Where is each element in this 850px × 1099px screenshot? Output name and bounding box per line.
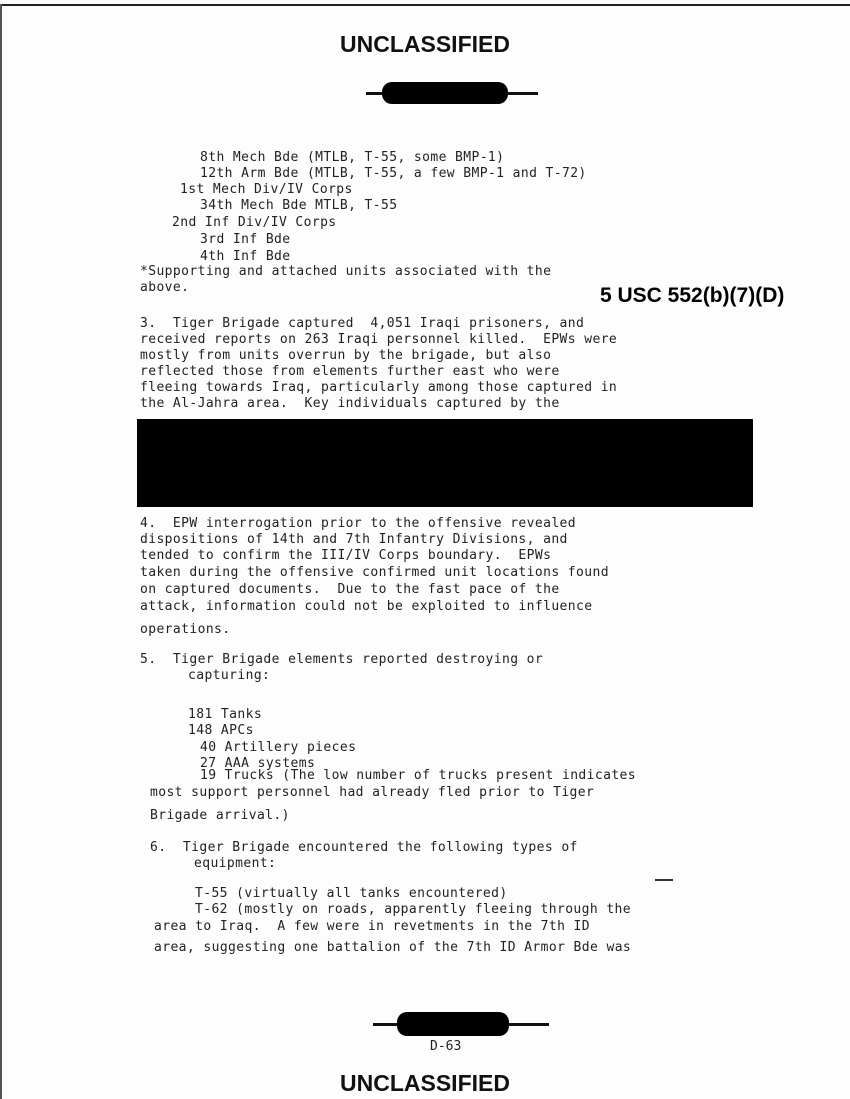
para5-item: 148 APCs (188, 723, 254, 738)
para5-line: capturing: (188, 668, 271, 683)
margin-dash (655, 879, 673, 881)
para4-line: dispositions of 14th and 7th Infantry Divisions, and (140, 532, 568, 547)
para4-line: taken during the offensive confirmed unit locations found (140, 565, 609, 580)
para5-line: 5. Tiger Brigade elements reported destroying or (140, 652, 544, 667)
para3-line: mostly from units overrun by the brigade, but also (140, 348, 552, 363)
foia-exemption-stamp: 5 USC 552(b)(7)(D) (600, 284, 785, 307)
para6-line: area, suggesting one battalion of the 7th ID Armor Bde was (154, 940, 632, 955)
unit-line: 2nd Inf Div/IV Corps (172, 215, 337, 230)
footer-redaction-blot (397, 1012, 509, 1036)
unit-line: 34th Mech Bde MTLB, T-55 (200, 198, 398, 213)
unit-line: 12th Arm Bde (MTLB, T-55, a few BMP-1 and T-72) (200, 166, 587, 181)
para3-line: 3. Tiger Brigade captured 4,051 Iraqi prisoners, and (140, 316, 585, 331)
para6-line: T-62 (mostly on roads, apparently fleeing through the (195, 902, 632, 917)
para5-line: most support personnel had already fled prior to Tiger (150, 785, 595, 800)
para4-line: 4. EPW interrogation prior to the offensive revealed (140, 516, 577, 531)
supporting-note: *Supporting and attached units associated with the (140, 264, 552, 279)
unit-line: 8th Mech Bde (MTLB, T-55, some BMP-1) (200, 150, 505, 165)
para6-line: area to Iraq. A few were in revetments in the 7th ID (154, 919, 591, 934)
left-border-line (0, 4, 2, 1099)
unit-line: 4th Inf Bde (200, 249, 291, 264)
footer-classification: UNCLASSIFIED (340, 1070, 510, 1096)
para5-item: 181 Tanks (188, 707, 263, 722)
para4-line: operations. (140, 622, 231, 637)
para3-line: the Al-Jahra area. Key individuals captured by the (140, 396, 560, 411)
para3-line: fleeing towards Iraq, particularly among those captured in (140, 380, 618, 395)
para3-line: received reports on 263 Iraqi personnel killed. EPWs were (140, 332, 618, 347)
para5-item: 27 AAA systems (200, 756, 316, 771)
para6-line: equipment: (194, 856, 277, 871)
page-number: D-63 (430, 1039, 462, 1054)
para5-item: 40 Artillery pieces (200, 740, 357, 755)
para4-line: tended to confirm the III/IV Corps boundary. EPWs (140, 548, 552, 563)
header-classification: UNCLASSIFIED (340, 31, 510, 57)
para5-item: 19 Trucks (The low number of trucks present indicates (200, 768, 637, 783)
unit-line: 3rd Inf Bde (200, 232, 291, 247)
para3-line: reflected those from elements further east who were (140, 364, 560, 379)
para6-line: T-55 (virtually all tanks encountered) (195, 886, 508, 901)
para6-line: 6. Tiger Brigade encountered the following types of (150, 840, 578, 855)
para4-line: attack, information could not be exploited to influence (140, 599, 593, 614)
header-redaction-blot (382, 82, 508, 104)
unit-line: 1st Mech Div/IV Corps (180, 182, 353, 197)
redacted-block-lower (137, 436, 753, 507)
supporting-note: above. (140, 280, 190, 295)
para4-line: on captured documents. Due to the fast pace of the (140, 582, 560, 597)
para5-line: Brigade arrival.) (150, 808, 290, 823)
top-border-line (0, 4, 850, 6)
